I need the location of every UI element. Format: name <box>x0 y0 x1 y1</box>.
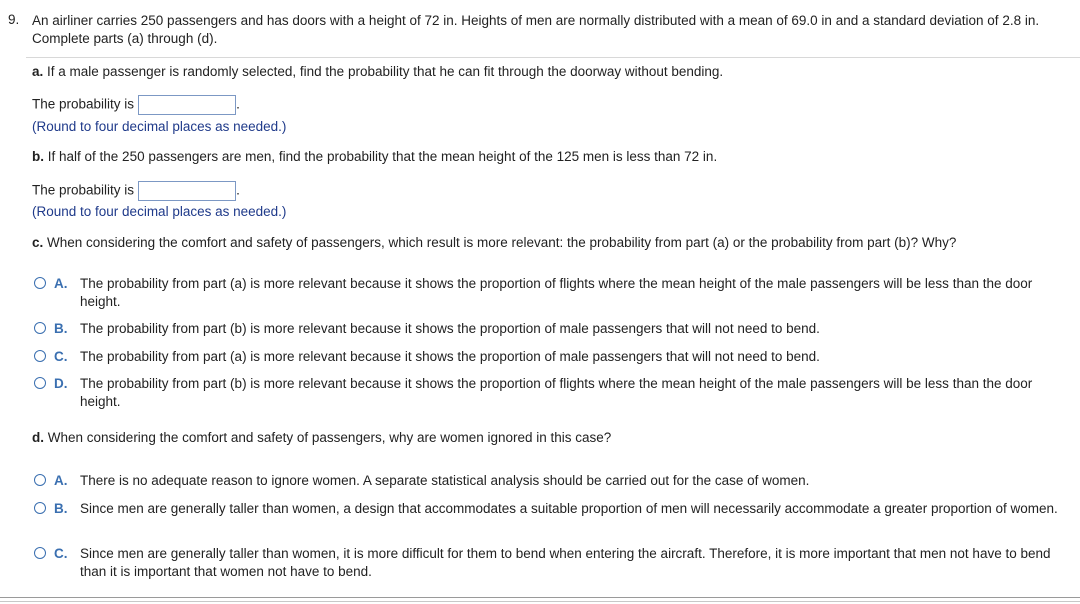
part-d-label: d. <box>32 430 44 445</box>
part-b-answer-input[interactable] <box>138 181 236 201</box>
radio-button-icon[interactable] <box>34 474 46 486</box>
option-text: The probability from part (a) is more relevant because it shows the proportion of male passengers that will not need to bend. <box>80 349 820 364</box>
option-letter: D. <box>54 376 68 391</box>
part-a-answer-suffix: . <box>236 96 240 112</box>
part-b-answer-suffix: . <box>236 182 240 198</box>
radio-button-icon[interactable] <box>34 322 46 334</box>
part-c-prompt <box>32 234 956 252</box>
option-text: There is no adequate reason to ignore women. A separate statistical analysis should be carried out for the case of women. <box>80 473 810 488</box>
option-text: The probability from part (b) is more relevant because it shows the proportion of male passengers that will not need to bend. <box>80 321 820 336</box>
part-a-hint: (Round to four decimal places as needed.) <box>32 119 287 134</box>
option-text: Since men are generally taller than women, it is more difficult for them to bend when entering the aircraft. Therefore, it is more important that men not have to bend than it is important that women not have to bend. <box>80 546 1051 579</box>
part-b-answer-prefix: The probability is <box>32 182 135 198</box>
part-a-label: a. <box>32 64 44 79</box>
option-text: The probability from part (a) is more relevant because it shows the proportion of flights where the mean height of the male passengers will be less than the door height. <box>80 276 1033 309</box>
question-number: 9. <box>8 12 20 27</box>
part-d-text: When considering the comfort and safety of passengers, why are women ignored in this case? <box>47 430 612 445</box>
header-divider <box>26 57 1080 58</box>
part-a-answer-prefix: The probability is <box>32 96 135 112</box>
part-b-label: b. <box>32 149 44 164</box>
radio-button-icon[interactable] <box>34 502 46 514</box>
part-b-prompt <box>32 148 717 166</box>
option-letter: B. <box>54 501 68 516</box>
option-letter: A. <box>54 473 68 488</box>
option-text: The probability from part (b) is more relevant because it shows the proportion of flights where the mean height of the male passengers will be less than the door height. <box>80 376 1033 409</box>
part-a-answer-input[interactable] <box>138 95 236 115</box>
part-c-text: When considering the comfort and safety of passengers, which result is more relevant: the probability from part (a) or the probability from part (b)? Why? <box>47 235 957 250</box>
option-letter: B. <box>54 321 68 336</box>
question-text: An airliner carries 250 passengers and has doors with a height of 72 in. Heights of men are normally distributed with a mean of 69.0 in and a standard deviation of 2.8 in. Complete parts (a) through (d). <box>32 13 1040 46</box>
part-b-hint: (Round to four decimal places as needed.) <box>32 204 287 219</box>
part-b-text: If half of the 250 passengers are men, find the probability that the mean height of the 125 men is less than 72 in. <box>47 149 718 164</box>
part-c-label: c. <box>32 235 44 250</box>
radio-button-icon[interactable] <box>34 277 46 289</box>
option-letter: C. <box>54 349 68 364</box>
part-a-text: If a male passenger is randomly selected, find the probability that he can fit through the doorway without bending. <box>47 64 724 79</box>
radio-button-icon[interactable] <box>34 547 46 559</box>
option-text: Since men are generally taller than women, a design that accommodates a suitable proportion of men will necessarily accommodate a greater proportion of women. <box>80 501 1058 516</box>
footer-divider <box>0 597 1080 598</box>
option-letter: C. <box>54 546 68 561</box>
part-b-answer-row <box>32 181 240 201</box>
option-letter: A. <box>54 276 68 291</box>
part-a-prompt <box>32 63 723 81</box>
part-a-answer-row <box>32 95 240 115</box>
footer-divider-secondary <box>0 601 1080 602</box>
part-d-prompt <box>32 429 611 447</box>
radio-button-icon[interactable] <box>34 377 46 389</box>
radio-button-icon[interactable] <box>34 350 46 362</box>
